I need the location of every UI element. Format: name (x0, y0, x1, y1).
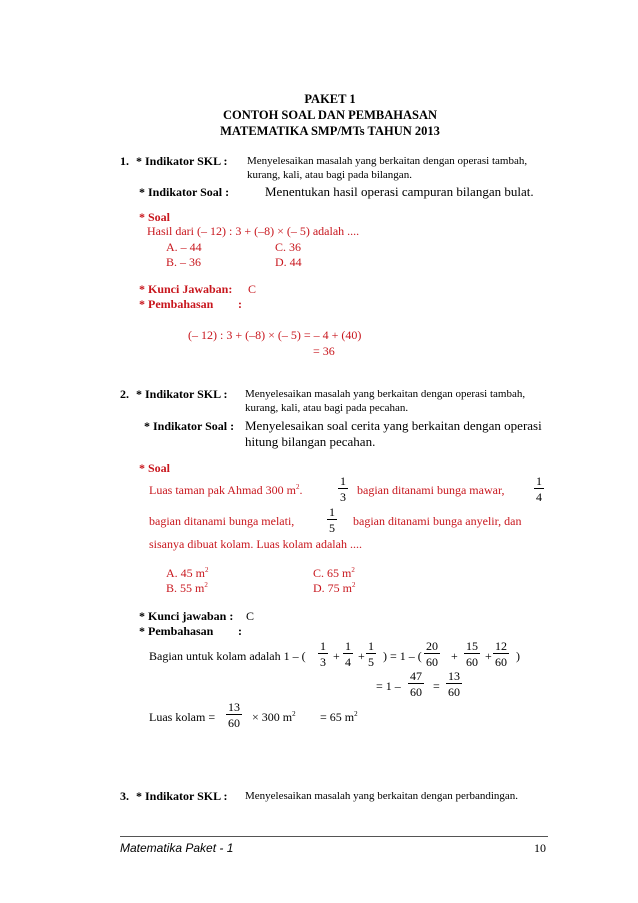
q1-soal-text: Menentukan hasil operasi campuran bilangan bulat. (265, 184, 534, 199)
q2-work3-mid: × 300 $m^2$ (252, 710, 296, 724)
q2-kunci-label: * Kunci jawaban : (139, 609, 234, 623)
q1-option-a: A. – 44 (166, 240, 202, 254)
q2-question-line1 (149, 483, 302, 498)
q1-work-line1: (– 12) : 3 + (–8) × (– 5) = – 4 + (40) (188, 328, 362, 342)
q1-soal-label: * Indikator Soal : (139, 185, 230, 199)
q1-pembahasan-colon: : (238, 297, 242, 311)
q2-number: 2. (120, 387, 129, 401)
q2-work1-prefix: Bagian untuk kolam adalah 1 – ( (149, 649, 306, 663)
q2-skl-line2: kurang, kali, atau bagi pada pecahan. (245, 402, 409, 414)
q2-q-line1-sup: 2 (295, 483, 300, 491)
q2-option-a: A. 45 $m^2$ (166, 566, 209, 580)
q1-option-b: B. – 36 (166, 255, 202, 269)
q2-work-frac-1-5: $\frac{1}{5}$ (368, 639, 374, 669)
q2-plus-1: + (333, 649, 340, 663)
q2-kunci-value: C (246, 609, 255, 623)
q2-work3-prefix: Luas kolam = (149, 710, 216, 724)
q2-q-line1-a: Luas taman pak Ahmad 300 m (149, 483, 296, 497)
q1-soal-heading: * Soal (139, 210, 171, 224)
q2-q-line2-b: bagian ditanami bunga anyelir, dan (353, 514, 522, 528)
q2-work-frac-1-4: $\frac{1}{4}$ (345, 639, 351, 669)
q2-frac-fifth: $\frac{1}{5}$ (329, 505, 335, 535)
q2-soal-line2: hitung bilangan pecahan. (245, 434, 376, 449)
header-subtitle: CONTOH SOAL DAN PEMBAHASAN (222, 108, 438, 122)
q2-q-line1-dot: . (299, 483, 303, 497)
q2-work2-prefix: = 1 – (376, 679, 401, 693)
q2-option-c: C. 65 $m^2$ (313, 566, 355, 580)
q2-work2-eq: = (433, 679, 440, 693)
q1-option-c: C. 36 (275, 240, 302, 254)
q1-option-d: D. 44 (275, 255, 302, 269)
q3-number: 3. (120, 789, 129, 803)
q2-work-frac-13-60-b: $\frac{13}{60}$ (228, 700, 240, 730)
q2-skl-label: * Indikator SKL : (136, 387, 228, 401)
q2-plus-4: + (485, 649, 492, 663)
q2-skl-line1: Menyelesaikan masalah yang berkaitan dengan operasi tambah, (245, 388, 526, 400)
q2-work1-end: ) (516, 649, 520, 663)
q2-soal-heading: * Soal (139, 461, 171, 475)
q2-plus-2: + (358, 649, 365, 663)
q2-work-frac-47-60: $\frac{47}{60}$ (410, 669, 422, 699)
q2-option-d: D. 75 $m^2$ (313, 581, 356, 595)
q2-pembahasan-label: * Pembahasan (139, 624, 214, 638)
q1-skl-label: * Indikator SKL : (136, 154, 228, 168)
q2-pembahasan-colon: : (238, 624, 242, 638)
q2-frac-quarter: $\frac{1}{4}$ (536, 474, 542, 504)
footer-title: Matematika Paket - 1 (120, 841, 234, 855)
q2-work-frac-12-60: $\frac{12}{60}$ (495, 639, 507, 669)
q2-soal-line1: Menyelesaikan soal cerita yang berkaitan dengan operasi (245, 418, 542, 433)
q2-work-frac-20-60: $\frac{20}{60}$ (426, 639, 438, 669)
q2-q-line2-a: bagian ditanami bunga melati, (149, 514, 295, 528)
q2-option-b: B. 55 $m^2$ (166, 581, 208, 595)
q2-plus-3: + (451, 649, 458, 663)
q2-work3-end: = 65 $m^2$ (320, 710, 358, 724)
q1-pembahasan-label: * Pembahasan (139, 297, 214, 311)
q1-number: 1. (120, 154, 129, 168)
q1-skl-line1: Menyelesaikan masalah yang berkaitan dengan operasi tambah, (247, 155, 528, 167)
q1-skl-line2: kurang, kali, atau bagi pada bilangan. (247, 169, 412, 181)
q2-work-frac-1-3: $\frac{1}{3}$ (320, 639, 326, 669)
q2-soal-label: * Indikator Soal : (144, 419, 235, 433)
q2-work-frac-15-60: $\frac{15}{60}$ (466, 639, 478, 669)
q3-skl-text: Menyelesaikan masalah yang berkaitan dengan perbandingan. (245, 790, 519, 802)
q1-kunci-label: * Kunci Jawaban: (139, 282, 233, 296)
footer-page-number: 10 (534, 841, 546, 855)
q2-work-frac-13-60: $\frac{13}{60}$ (448, 669, 460, 699)
q1-work-line2: = 36 (313, 344, 335, 358)
q2-q-line1-b: bagian ditanami bunga mawar, (357, 483, 505, 497)
q1-kunci-value: C (248, 282, 257, 296)
header-paket: PAKET 1 (304, 92, 356, 106)
header-subject: MATEMATIKA SMP/MTs TAHUN 2013 (220, 124, 440, 138)
q2-q-line3: sisanya dibuat kolam. Luas kolam adalah .... (149, 537, 362, 551)
q2-work1-mid: ) = 1 – ( (383, 649, 422, 663)
footer-divider (120, 836, 548, 837)
q2-frac-third: $\frac{1}{3}$ (340, 474, 346, 504)
q3-skl-label: * Indikator SKL : (136, 789, 228, 803)
q1-question: Hasil dari (– 12) : 3 + (–8) × (– 5) adalah .... (147, 224, 360, 238)
